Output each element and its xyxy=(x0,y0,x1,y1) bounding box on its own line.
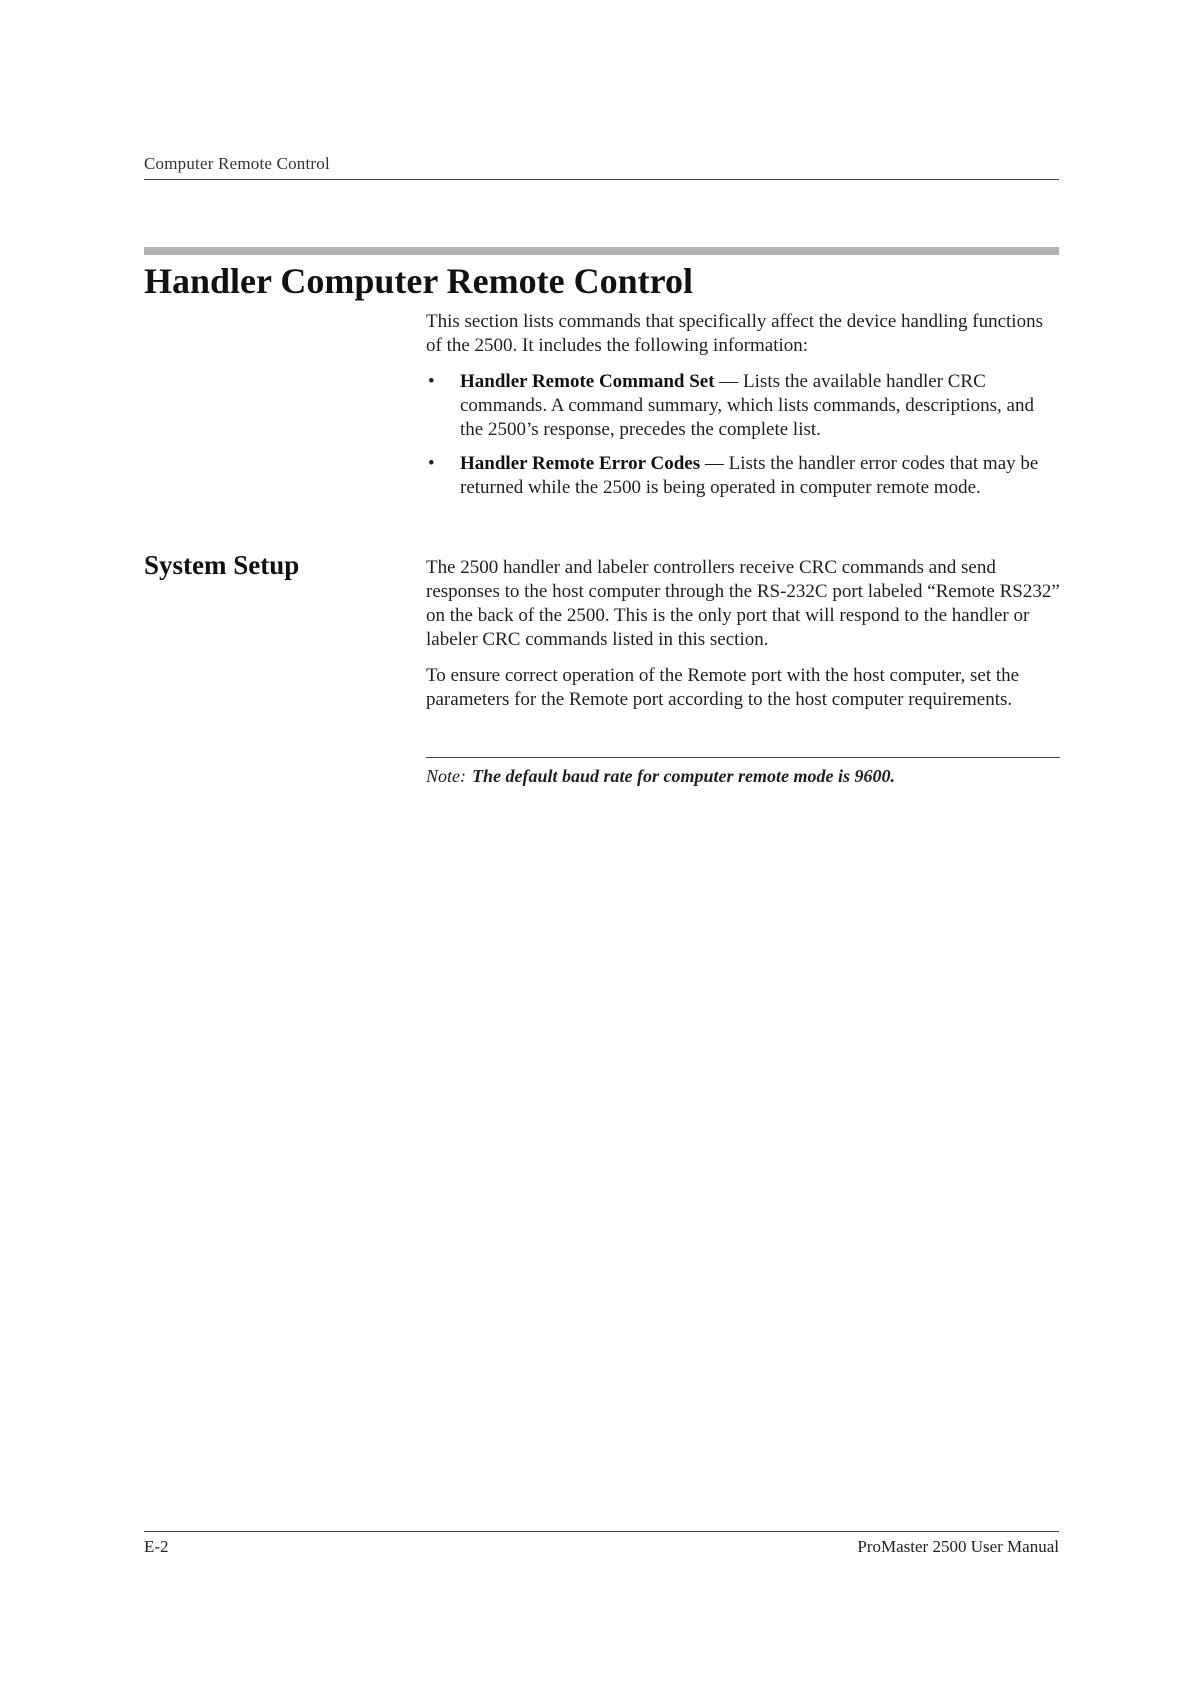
list-item xyxy=(426,370,1060,442)
bullet-term: Handler Remote Error Codes xyxy=(460,453,701,474)
chapter-title: Handler Computer Remote Control xyxy=(144,261,693,301)
bullet-marker: • xyxy=(428,453,435,474)
setup-paragraph: To ensure correct operation of the Remote port with the host computer, set the parameters for the Remote port according to the host computer requirements. xyxy=(426,665,1020,710)
section-heading: System Setup xyxy=(144,550,300,580)
setup-paragraph: The 2500 handler and labeler controllers receive CRC commands and send responses to the host computer through the RS-232C port labeled “Remote RS232” on the back of the 2500. This is the only port that will respond to the handler or labeler CRC commands listed in this section. xyxy=(426,557,1060,650)
bullet-marker: • xyxy=(428,371,435,392)
intro-section xyxy=(426,310,1060,510)
running-header: Computer Remote Control xyxy=(144,154,330,173)
intro-paragraph: This section lists commands that specifically affect the device handling functions of the 2500. It includes the following information: xyxy=(426,311,1043,356)
note-label: Note: xyxy=(426,766,466,786)
note-rule xyxy=(426,757,1060,758)
bullet-list xyxy=(426,370,1060,500)
manual-title: ProMaster 2500 User Manual xyxy=(857,1537,1059,1556)
header-rule xyxy=(144,179,1059,180)
system-setup-section xyxy=(426,556,1060,712)
note-text: The default baud rate for computer remote mode is 9600. xyxy=(472,766,895,786)
bullet-description: — Lists the available handler CRC commands. A command summary, which lists commands, descriptions, and the 2500’s response, precedes the complete list. xyxy=(460,371,1034,440)
footer-rule xyxy=(144,1531,1059,1532)
list-item xyxy=(426,452,1060,500)
bullet-description: — Lists the handler error codes that may be returned while the 2500 is being operated in computer remote mode. xyxy=(460,453,1039,498)
note xyxy=(426,764,895,788)
title-bar xyxy=(144,247,1059,255)
page-number: E-2 xyxy=(144,1537,169,1556)
bullet-term: Handler Remote Command Set xyxy=(460,371,715,392)
